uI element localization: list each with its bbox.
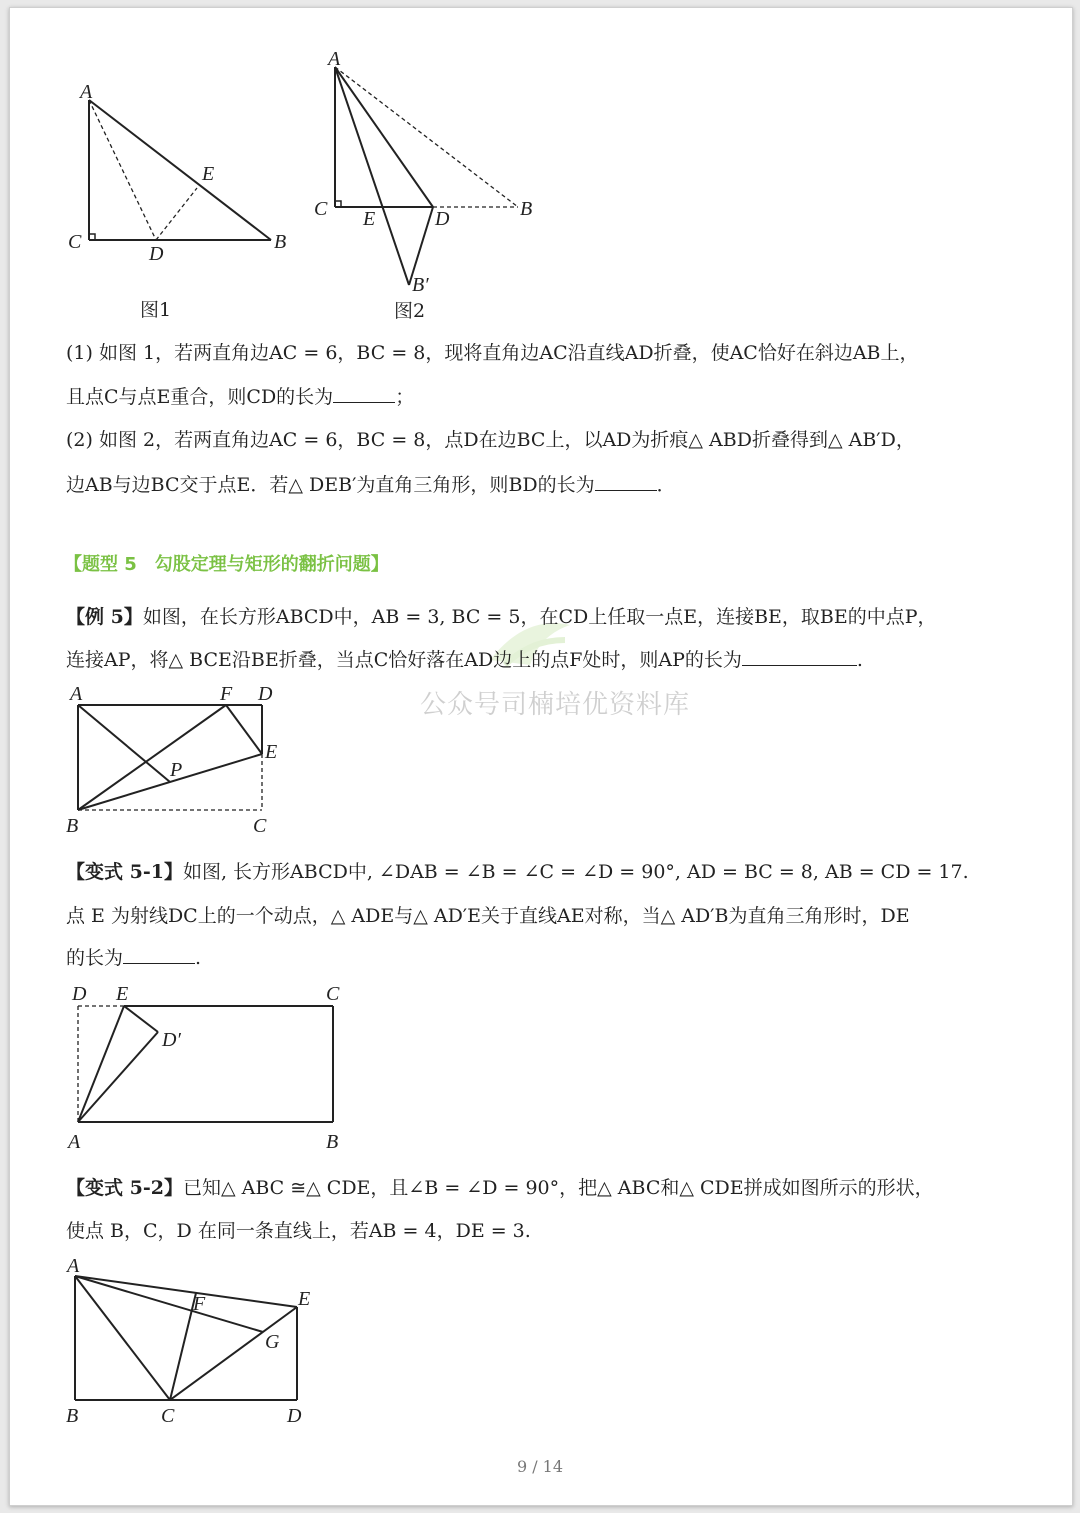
watermark-text: 公众号司楠培优资料库: [420, 690, 691, 720]
fig5-seg-AC: [75, 1276, 170, 1400]
fig2-label-B: B: [520, 198, 533, 220]
fig3-label-E: E: [265, 741, 278, 763]
fig2-seg-AB: [335, 67, 518, 207]
fig3-seg-AP: [78, 705, 170, 782]
variant-5-1-line-3: 的长为 .: [66, 947, 202, 969]
fig5-label-F: F: [193, 1293, 206, 1315]
question-1-line-2: 且点C与点E重合，则CD的长为 ；: [66, 386, 415, 408]
fig2-label-C: C: [314, 198, 328, 220]
fig2-label-D: D: [435, 208, 450, 230]
fig3-seg-BF: [78, 705, 226, 810]
fig4-label-A: A: [68, 1131, 81, 1153]
figure-3: [60, 680, 300, 840]
fig3-label-F: F: [220, 683, 233, 705]
fig4-seg-EDp: [124, 1006, 158, 1032]
variant-5-2-line-2: 使点 B，C，D 在同一条直线上，若AB = 4，DE = 3.: [66, 1220, 531, 1242]
fig5-label-B: B: [66, 1405, 79, 1427]
fig5-label-G: G: [265, 1331, 280, 1353]
fig5-label-C: C: [161, 1405, 175, 1427]
page-number: 9 / 14: [516, 1457, 564, 1476]
fig1-label-B: B: [274, 231, 287, 253]
fig2-caption: 图2: [394, 300, 426, 322]
fig2-label-Bp: B′: [412, 274, 429, 296]
fig1-label-D: D: [149, 243, 164, 265]
fig4-label-C: C: [326, 983, 340, 1005]
fig2-fold-AD: [335, 67, 433, 207]
fig3-label-D: D: [258, 683, 273, 705]
answer-blank: [595, 474, 657, 491]
fig3-label-B: B: [66, 815, 79, 837]
answer-blank: [333, 386, 395, 403]
fig3-label-P: P: [170, 759, 183, 781]
fig1-caption: 图1: [140, 299, 172, 321]
fig4-label-B: B: [326, 1131, 339, 1153]
fig5-seg-AE: [75, 1276, 297, 1307]
question-2-line-1: (2) 如图 2，若两直角边AC = 6，BC = 8，点D在边BC上，以AD为折痕△ ABD折叠得到△ AB′D，: [66, 429, 915, 451]
fig5-label-E: E: [298, 1288, 311, 1310]
fig4-label-Dp: D′: [162, 1029, 181, 1051]
fig2-label-E: E: [363, 208, 376, 230]
example-5-line-1: 【例 5】如图，在长方形ABCD中，AB = 3, BC = 5，在CD上任取一点E，连接BE，取BE的中点P，: [66, 606, 937, 628]
variant-5-1-line-2: 点 E 为射线DC上的一个动点，△ ADE与△ AD′E关于直线AE对称，当△ AD′B为直角三角形时，DE: [66, 905, 910, 927]
question-2-line-2: 边AB与边BC交于点E．若△ DEB′为直角三角形，则BD的长为 ．: [66, 474, 676, 496]
fig4-seg-ADp: [78, 1032, 158, 1122]
fig5-seg-AG: [75, 1276, 263, 1332]
fig1-label-E: E: [202, 163, 215, 185]
fig1-seg-DE: [156, 188, 197, 240]
variant-5-1-line-1: 【变式 5-1】如图, 长方形ABCD中, ∠DAB = ∠B = ∠C = ∠D = 90°, AD = BC = 8, AB = CD = 17.: [66, 861, 969, 883]
fig5-label-A: A: [67, 1255, 80, 1277]
fig1-label-A: A: [80, 81, 93, 103]
variant-5-2-line-1: 【变式 5-2】已知△ ABC ≅△ CDE，且∠B = ∠D = 90°，把△ ABC和△ CDE拼成如图所示的形状，: [66, 1177, 934, 1199]
fig2-label-A: A: [328, 48, 341, 70]
question-1-line-1: (1) 如图 1，若两直角边AC = 6，BC = 8，现将直角边AC沿直线AD折叠，使AC恰好在斜边AB上，: [66, 342, 919, 364]
fig1-label-C: C: [68, 231, 82, 253]
fig4-seg-AE: [78, 1006, 124, 1122]
answer-blank: [123, 947, 195, 964]
fig1-side-AB: [89, 100, 271, 240]
figure-2: [310, 45, 550, 330]
fig3-seg-FE: [226, 705, 262, 754]
fig4-label-D: D: [72, 983, 87, 1005]
fig5-label-D: D: [287, 1405, 302, 1427]
fig3-label-A: A: [70, 683, 83, 705]
figure-5: [55, 1252, 335, 1432]
section-heading: 【题型 5 勾股定理与矩形的翻折问题】: [64, 554, 389, 575]
answer-blank: [742, 649, 857, 666]
example-5-line-2: 连接AP，将△ BCE沿BE折叠，当点C恰好落在AD边上的点F处时，则AP的长为 .: [66, 649, 863, 671]
fig2-side-ABp: [335, 67, 409, 285]
figure-4: [60, 976, 360, 1156]
fig4-label-E: E: [116, 983, 129, 1005]
figure-1: [60, 78, 300, 328]
fig1-fold-AD: [89, 100, 156, 240]
fig3-label-C: C: [253, 815, 267, 837]
